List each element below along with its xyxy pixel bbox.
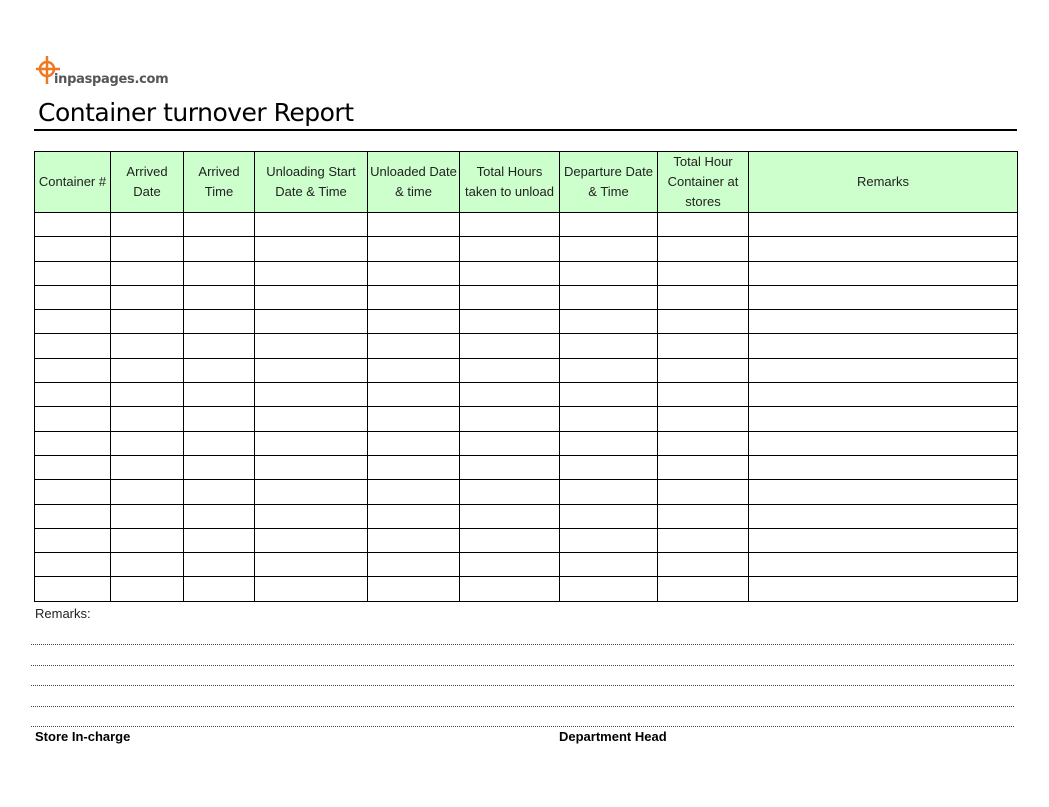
table-cell[interactable] — [255, 528, 368, 552]
table-cell[interactable] — [35, 213, 111, 237]
table-cell[interactable] — [460, 528, 560, 552]
table-cell[interactable] — [460, 577, 560, 601]
table-cell[interactable] — [111, 528, 184, 552]
table-cell[interactable] — [184, 528, 255, 552]
table-cell[interactable] — [460, 358, 560, 382]
logo — [36, 56, 176, 92]
table-cell[interactable] — [255, 553, 368, 577]
table-row — [35, 213, 1018, 237]
turnover-table — [34, 151, 1018, 602]
table-cell[interactable] — [460, 285, 560, 309]
table-cell[interactable] — [749, 383, 1018, 407]
table-cell[interactable] — [368, 553, 460, 577]
table-cell[interactable] — [749, 358, 1018, 382]
table-cell[interactable] — [368, 261, 460, 285]
table-cell[interactable] — [184, 577, 255, 601]
table-cell[interactable] — [111, 431, 184, 455]
table-cell[interactable] — [111, 334, 184, 358]
table-cell[interactable] — [35, 285, 111, 309]
page-title: Container turnover Report — [38, 98, 354, 127]
table-cell[interactable] — [255, 577, 368, 601]
table-cell[interactable] — [749, 504, 1018, 528]
department-head-signature: Department Head — [559, 729, 667, 744]
table-cell[interactable] — [460, 261, 560, 285]
table-cell[interactable] — [658, 528, 749, 552]
table-cell[interactable] — [560, 383, 658, 407]
table-cell[interactable] — [111, 261, 184, 285]
table-cell[interactable] — [460, 480, 560, 504]
table-cell[interactable] — [35, 310, 111, 334]
table-cell[interactable] — [111, 480, 184, 504]
table-cell[interactable] — [368, 431, 460, 455]
table-cell[interactable] — [35, 334, 111, 358]
table-cell[interactable] — [560, 577, 658, 601]
table-cell[interactable] — [255, 504, 368, 528]
table-cell[interactable] — [749, 577, 1018, 601]
column-header: Remarks — [749, 152, 1018, 213]
table-cell[interactable] — [560, 528, 658, 552]
table-cell[interactable] — [35, 553, 111, 577]
table-cell[interactable] — [368, 358, 460, 382]
column-header: Total Hours taken to unload — [460, 152, 560, 213]
table-cell[interactable] — [184, 407, 255, 431]
table-cell[interactable] — [255, 455, 368, 479]
table-cell[interactable] — [460, 553, 560, 577]
table-cell[interactable] — [184, 358, 255, 382]
table-header-row — [35, 152, 1018, 213]
table-cell[interactable] — [35, 358, 111, 382]
remarks-line[interactable] — [31, 726, 1014, 727]
table-cell[interactable] — [658, 237, 749, 261]
table-row — [35, 504, 1018, 528]
remarks-line[interactable] — [31, 644, 1014, 645]
table-cell[interactable] — [560, 455, 658, 479]
table-cell[interactable] — [368, 237, 460, 261]
table-cell[interactable] — [560, 480, 658, 504]
column-header: Departure Date & Time — [560, 152, 658, 213]
table-cell[interactable] — [255, 383, 368, 407]
table-cell[interactable] — [749, 553, 1018, 577]
table-cell[interactable] — [35, 577, 111, 601]
table-cell[interactable] — [184, 383, 255, 407]
table-cell[interactable] — [560, 261, 658, 285]
table-cell[interactable] — [35, 431, 111, 455]
table-cell[interactable] — [35, 383, 111, 407]
table-cell[interactable] — [460, 310, 560, 334]
table-cell[interactable] — [749, 334, 1018, 358]
table-cell[interactable] — [460, 431, 560, 455]
column-header: Unloaded Date & time — [368, 152, 460, 213]
table-cell[interactable] — [368, 455, 460, 479]
table-cell[interactable] — [560, 407, 658, 431]
table-cell[interactable] — [255, 261, 368, 285]
table-cell[interactable] — [368, 285, 460, 309]
table-row — [35, 480, 1018, 504]
table-cell[interactable] — [460, 213, 560, 237]
table-row — [35, 431, 1018, 455]
column-header: Container # — [35, 152, 111, 213]
table-cell[interactable] — [658, 334, 749, 358]
table-row — [35, 528, 1018, 552]
table-cell[interactable] — [658, 261, 749, 285]
table-cell[interactable] — [368, 528, 460, 552]
table-cell[interactable] — [460, 237, 560, 261]
table-cell[interactable] — [368, 310, 460, 334]
table-cell[interactable] — [35, 455, 111, 479]
table-cell[interactable] — [111, 285, 184, 309]
table-cell[interactable] — [255, 310, 368, 334]
table-cell[interactable] — [184, 455, 255, 479]
table-cell[interactable] — [658, 577, 749, 601]
table-cell[interactable] — [35, 480, 111, 504]
table-cell[interactable] — [111, 358, 184, 382]
table-cell[interactable] — [560, 310, 658, 334]
table-row — [35, 455, 1018, 479]
table-cell[interactable] — [255, 480, 368, 504]
remarks-line[interactable] — [31, 706, 1014, 707]
table-cell[interactable] — [111, 407, 184, 431]
table-cell[interactable] — [560, 213, 658, 237]
title-underline — [34, 129, 1017, 131]
table-row — [35, 310, 1018, 334]
table-cell[interactable] — [111, 553, 184, 577]
store-incharge-signature: Store In-charge — [35, 729, 131, 744]
table-body — [35, 213, 1018, 602]
table-cell[interactable] — [560, 237, 658, 261]
table-cell[interactable] — [111, 310, 184, 334]
table-cell[interactable] — [368, 334, 460, 358]
column-header: Unloading Start Date & Time — [255, 152, 368, 213]
column-header: Total Hour Container at stores — [658, 152, 749, 213]
logo-text: inpaspages.com — [54, 72, 169, 87]
table-cell[interactable] — [255, 285, 368, 309]
table-cell[interactable] — [255, 334, 368, 358]
remarks-line[interactable] — [31, 665, 1014, 666]
table-cell[interactable] — [255, 407, 368, 431]
table-cell[interactable] — [560, 334, 658, 358]
table-row — [35, 407, 1018, 431]
table-cell[interactable] — [560, 431, 658, 455]
table-cell[interactable] — [111, 504, 184, 528]
table-cell[interactable] — [184, 334, 255, 358]
table-cell[interactable] — [749, 237, 1018, 261]
table-cell[interactable] — [749, 455, 1018, 479]
table-cell[interactable] — [111, 455, 184, 479]
table-cell[interactable] — [368, 504, 460, 528]
table-row — [35, 358, 1018, 382]
table-cell[interactable] — [184, 431, 255, 455]
table-cell[interactable] — [368, 213, 460, 237]
table-cell[interactable] — [560, 358, 658, 382]
table-cell[interactable] — [111, 577, 184, 601]
table-cell[interactable] — [35, 504, 111, 528]
table-cell[interactable] — [658, 407, 749, 431]
table-cell[interactable] — [749, 431, 1018, 455]
table-cell[interactable] — [184, 237, 255, 261]
table-cell[interactable] — [184, 480, 255, 504]
table-cell[interactable] — [460, 504, 560, 528]
table-cell[interactable] — [111, 213, 184, 237]
table-cell[interactable] — [255, 358, 368, 382]
table-cell[interactable] — [560, 285, 658, 309]
table-cell[interactable] — [184, 504, 255, 528]
table-cell[interactable] — [658, 285, 749, 309]
table-cell[interactable] — [368, 383, 460, 407]
table-cell[interactable] — [255, 431, 368, 455]
table-cell[interactable] — [255, 213, 368, 237]
table-cell[interactable] — [749, 407, 1018, 431]
table-cell[interactable] — [184, 213, 255, 237]
table-cell[interactable] — [368, 407, 460, 431]
table-cell[interactable] — [658, 310, 749, 334]
table-cell[interactable] — [368, 577, 460, 601]
table-row — [35, 237, 1018, 261]
table-cell[interactable] — [184, 310, 255, 334]
table-cell[interactable] — [658, 431, 749, 455]
table-cell[interactable] — [658, 383, 749, 407]
table-cell[interactable] — [658, 553, 749, 577]
table-cell[interactable] — [749, 480, 1018, 504]
table-row — [35, 553, 1018, 577]
remarks-label: Remarks: — [35, 606, 91, 621]
table-row — [35, 577, 1018, 601]
table-cell[interactable] — [749, 285, 1018, 309]
table-cell[interactable] — [35, 528, 111, 552]
table-cell[interactable] — [658, 455, 749, 479]
table-row — [35, 285, 1018, 309]
table-cell[interactable] — [184, 285, 255, 309]
table-row — [35, 261, 1018, 285]
table-cell[interactable] — [460, 334, 560, 358]
column-header: Arrived Time — [184, 152, 255, 213]
table-cell[interactable] — [658, 480, 749, 504]
table-cell[interactable] — [35, 237, 111, 261]
table-cell[interactable] — [749, 528, 1018, 552]
table-cell[interactable] — [35, 407, 111, 431]
table-cell[interactable] — [749, 261, 1018, 285]
table-cell[interactable] — [560, 504, 658, 528]
table-cell[interactable] — [460, 407, 560, 431]
table-cell[interactable] — [184, 261, 255, 285]
table-cell[interactable] — [111, 237, 184, 261]
table-row — [35, 334, 1018, 358]
table-cell[interactable] — [749, 310, 1018, 334]
table-cell[interactable] — [658, 213, 749, 237]
column-header: Arrived Date — [111, 152, 184, 213]
table-cell[interactable] — [560, 553, 658, 577]
table-cell[interactable] — [658, 358, 749, 382]
table-cell[interactable] — [255, 237, 368, 261]
table-cell[interactable] — [658, 504, 749, 528]
remarks-line[interactable] — [31, 685, 1014, 686]
table-row — [35, 383, 1018, 407]
table-cell[interactable] — [460, 383, 560, 407]
table-cell[interactable] — [184, 553, 255, 577]
table-cell[interactable] — [749, 213, 1018, 237]
table-cell[interactable] — [368, 480, 460, 504]
table-cell[interactable] — [111, 383, 184, 407]
table-cell[interactable] — [35, 261, 111, 285]
table-cell[interactable] — [460, 455, 560, 479]
